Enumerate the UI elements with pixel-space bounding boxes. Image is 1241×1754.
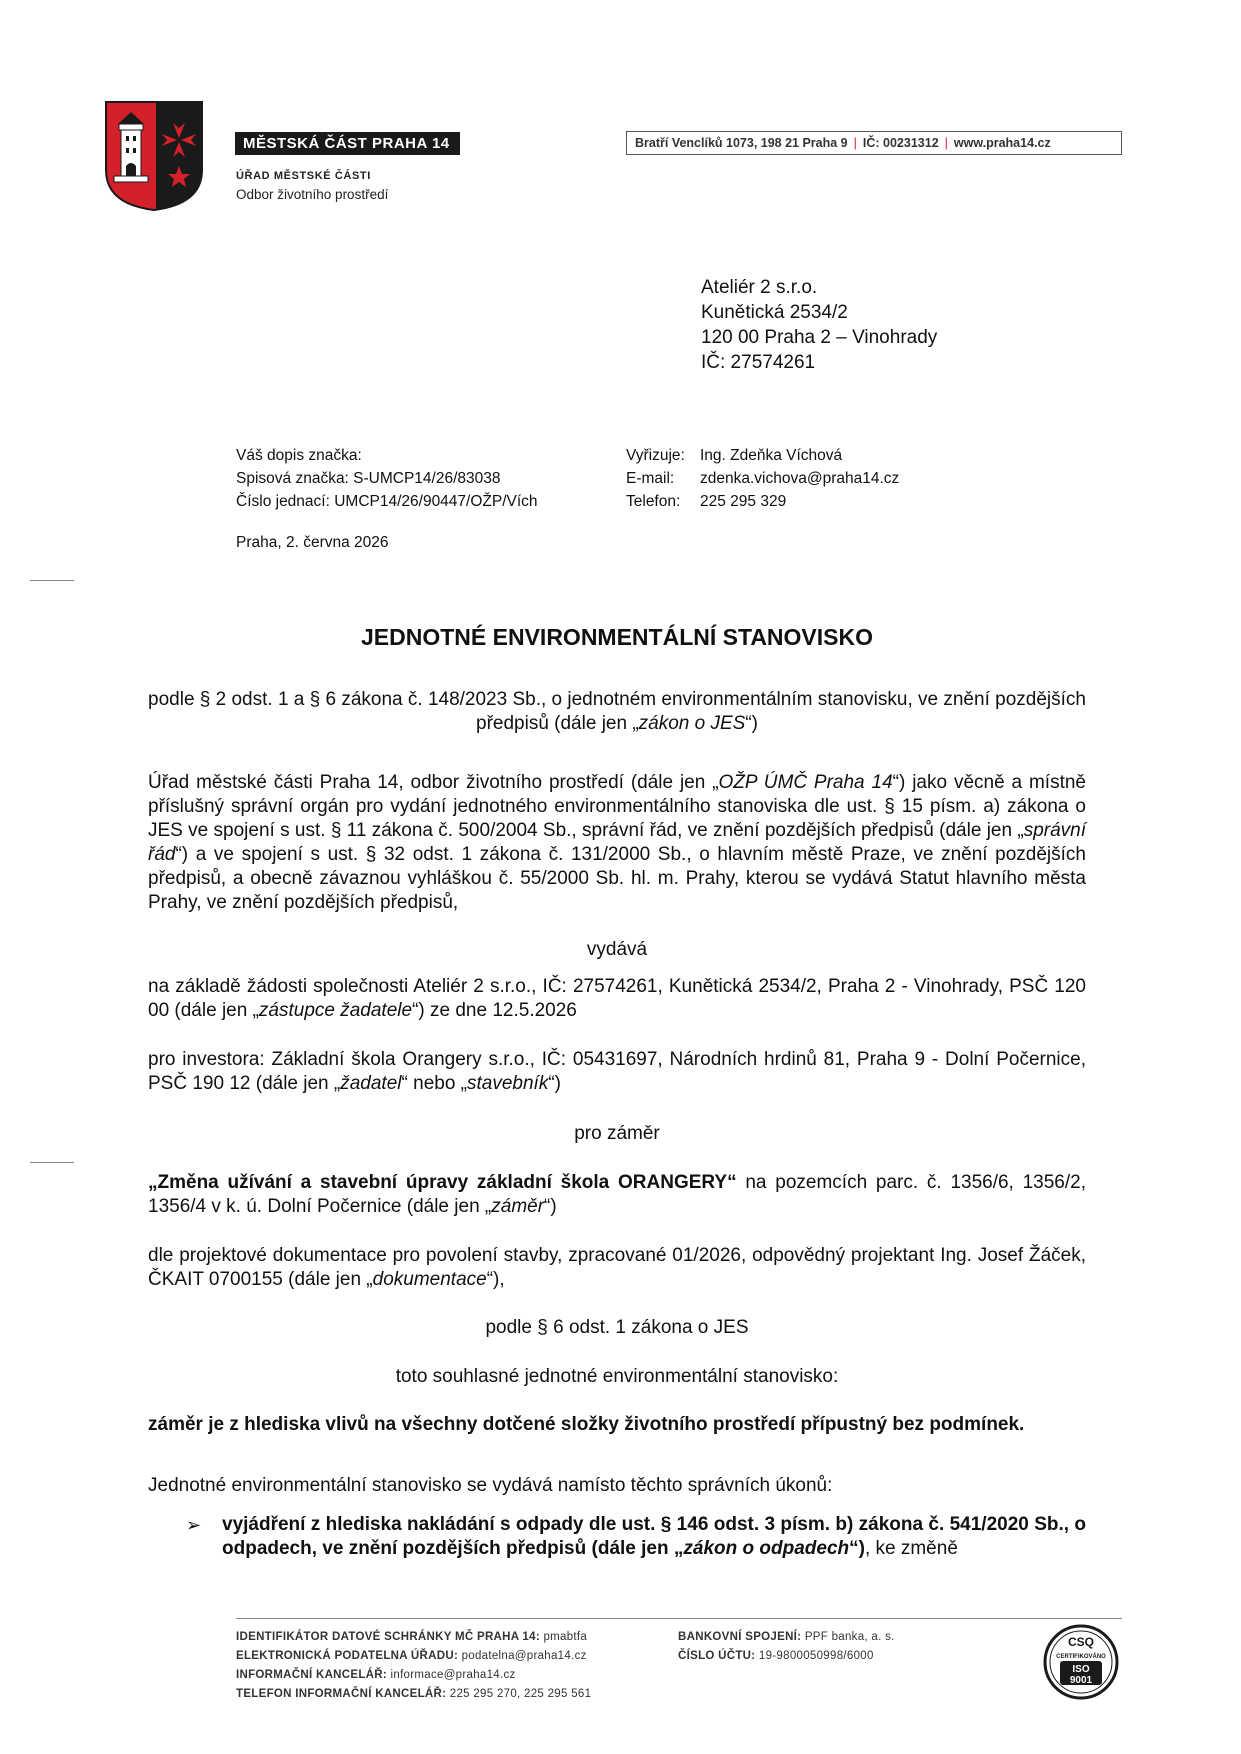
instead-of-line: Jednotné environmentální stanovisko se vydává namísto těchto správních úkonů: [148, 1475, 833, 1496]
header-ic: IČ: 00231312 [862, 136, 939, 150]
recipient-ic: IČ: 27574261 [701, 352, 816, 373]
your-ref: Váš dopis značka: [236, 447, 362, 464]
header-web: www.praha14.cz [953, 136, 1051, 150]
svg-text:ISO: ISO [1072, 1664, 1090, 1675]
separator: | [944, 136, 948, 150]
header-address: Bratří Venclíků 1073, 198 21 Praha 9 [635, 136, 848, 150]
header-department: Odbor životního prostředí [236, 187, 389, 202]
per-section-line: podle § 6 odst. 1 zákona o JES [485, 1317, 749, 1338]
ref-number: Číslo jednací: UMCP14/26/90447/OŽP/Vích [236, 493, 538, 510]
date-line: Praha, 2. června 2026 [236, 534, 389, 551]
footer-contacts: IDENTIFIKÁTOR DATOVÉ SCHRÁNKY MČ PRAHA 14: pmabtfa ELEKTRONICKÁ PODATELNA ÚŘADU: podatelna@praha14.cz INFORMAČNÍ KANCELÁŘ: informace@praha14.cz TELEFON INFORMAČNÍ KANCELÁŘ: 225 295 270, 225 295 561 [236, 1631, 592, 1700]
reference-block [236, 444, 538, 513]
svg-text:CERTIFIKOVÁNO: CERTIFIKOVÁNO [1056, 1654, 1106, 1660]
handled-label: Vyřizuje: [626, 447, 685, 464]
issues-line: vydává [586, 939, 648, 960]
legal-basis: podle § 2 odst. 1 a § 6 zákona č. 148/2023 Sb., o jednotném environmentálním stanovisku, ve znění pozdějších předpisů (dále jen „zákon o JES“) [148, 689, 1086, 734]
file-ref: Spisová značka: S-UMCP14/26/83038 [236, 470, 501, 487]
document-title: JEDNOTNÉ ENVIRONMENTÁLNÍ STANOVISKO [361, 624, 873, 650]
header-contact-box [626, 131, 1122, 155]
contact-person-block [626, 444, 899, 513]
header-brand: MĚSTSKÁ ČÁST PRAHA 14 [235, 132, 460, 155]
authority-paragraph: Úřad městské části Praha 14, odbor životního prostředí (dále jen „OŽP ÚMČ Praha 14“) jako věcně a místně příslušný správní orgán pro vydání jednotného environmentálního stanoviska dle ust. § 15 písm. a) zákona o JES ve spojení s ust. § 11 zákona č. 500/2004 Sb., správní řád, ve znění pozdějších předpisů (dále jen „správní řád“) a ve spojení s ust. § 32 odst. 1 zákona č. 131/2000 Sb., o hlavním městě Praze, ve znění pozdějších předpisů, a obecně závaznou vyhláškou č. 55/2000 Sb. hl. m. Prahy, kterou se vydává Statut hlavního města Prahy, ve znění pozdějších předpisů, [148, 772, 1086, 913]
separator: | [853, 136, 857, 150]
verdict-line: záměr je z hlediska vlivů na všechny dotčené složky životního prostředí přípustný bez podmínek. [148, 1414, 1025, 1435]
recipient-name: Ateliér 2 s.r.o. [701, 277, 818, 298]
recipient-street: Kunětická 2534/2 [701, 302, 848, 323]
request-paragraph: na základě žádosti společnosti Ateliér 2 s.r.o., IČ: 27574261, Kunětická 2534/2, Praha 2 - Vinohrady, PSČ 120 00 (dále jen „zástupce žadatele“) ze dne 12.5.2026 [148, 976, 1086, 1021]
footer-divider [236, 1618, 1122, 1619]
svg-text:CSQ: CSQ [1067, 1635, 1095, 1649]
email-label: E-mail: [626, 470, 675, 487]
bullet-item: vyjádření z hlediska nakládání s odpady dle ust. § 146 odst. 3 písm. b) zákona č. 541/2020 Sb., o odpadech, ve znění pozdějších předpisů (dále jen „zákon o odpadech“), ke změně [222, 1514, 1086, 1559]
documentation-paragraph: dle projektové dokumentace pro povolení stavby, zpracované 01/2026, odpovědný projektant Ing. Josef Žáček, ČKAIT 0700155 (dále jen „dokumentace“), [148, 1245, 1086, 1290]
for-project-line: pro záměr [574, 1123, 660, 1144]
project-paragraph: „Změna užívání a stavební úpravy základní škola ORANGERY“ na pozemcích parc. č. 1356/6, 1356/2, 1356/4 v k. ú. Dolní Počernice (dále jen „záměr“) [148, 1172, 1086, 1217]
phone-value: 225 295 329 [700, 493, 787, 510]
handled-value: Ing. Zdeňka Víchová [700, 447, 843, 464]
phone-label: Telefon: [626, 493, 681, 510]
svg-text:9001: 9001 [1069, 1675, 1093, 1686]
recipient-city: 120 00 Praha 2 – Vinohrady [701, 327, 938, 348]
investor-paragraph: pro investora: Základní škola Orangery s.r.o., IČ: 05431697, Národních hrdinů 81, Praha 9 - Dolní Počernice, PSČ 190 12 (dále jen „žadatel“ nebo „stavebník“) [148, 1049, 1086, 1094]
email-value: zdenka.vichova@praha14.cz [700, 470, 900, 487]
fold-mark [30, 1162, 74, 1163]
recipient-address [701, 275, 937, 375]
this-opinion-line: toto souhlasné jednotné environmentální stanovisko: [395, 1366, 839, 1387]
coat-of-arms-icon [104, 100, 204, 212]
footer-bank: BANKOVNÍ SPOJENÍ: PPF banka, a. s. ČÍSLO ÚČTU: 19-9800050998/6000 [678, 1631, 895, 1662]
iso-certification-icon [1043, 1624, 1119, 1700]
bullet-arrow-icon: ➢ [186, 1515, 202, 1535]
fold-mark [30, 580, 74, 581]
header-office: ÚŘAD MĚSTSKÉ ČÁSTI [236, 170, 371, 182]
